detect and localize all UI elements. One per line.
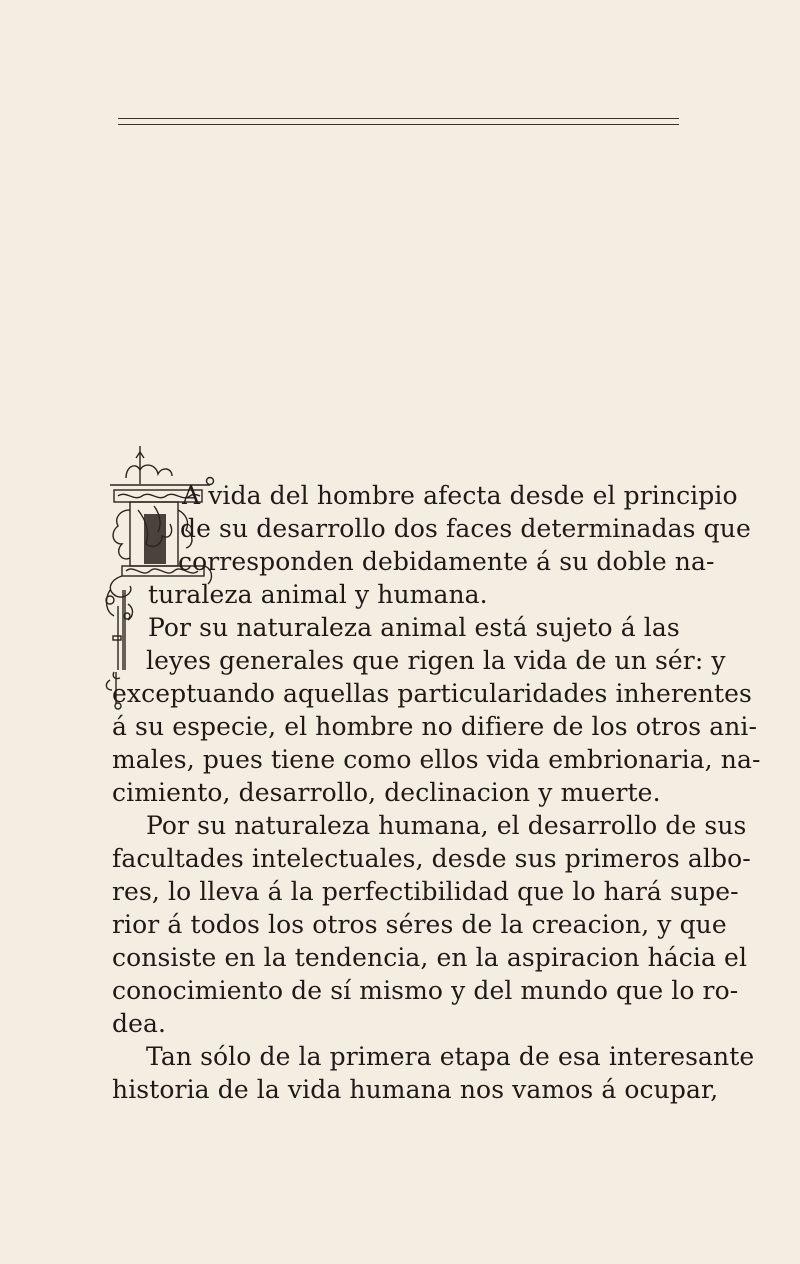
text-line: cimiento, desarrollo, declinacion y muerte.	[112, 778, 661, 807]
text-line: dea.	[112, 1009, 167, 1038]
text-line: males, pues tiene como ellos vida embrionaria, na-	[112, 745, 761, 774]
text-line: facultades intelectuales, desde sus primeros albo-	[112, 844, 751, 873]
text-line: corresponden debidamente á su doble na-	[178, 547, 715, 576]
text-line: exceptuando aquellas particularidades inherentes	[112, 679, 752, 708]
text-line: de su desarrollo dos faces determinadas que	[180, 514, 751, 543]
text-line: leyes generales que rigen la vida de un sér: y	[146, 646, 726, 675]
text-line: Por su naturaleza humana, el desarrollo de sus	[146, 811, 747, 840]
text-line: Tan sólo de la primera etapa de esa interesante	[146, 1042, 755, 1071]
text-line: res, lo lleva á la perfectibilidad que lo hará supe-	[112, 877, 739, 906]
text-line: consiste en la tendencia, en la aspiracion hácia el	[112, 943, 748, 972]
text-line: á su especie, el hombre no difiere de los otros ani-	[112, 712, 758, 741]
header-rule-top	[118, 118, 679, 119]
header-rule-bottom	[118, 124, 679, 125]
text-line: conocimiento de sí mismo y del mundo que lo ro-	[112, 976, 739, 1005]
text-line: Por su naturaleza animal está sujeto á las	[148, 613, 680, 642]
text-line: turaleza animal y humana.	[148, 580, 488, 609]
text-line: historia de la vida humana nos vamos á ocupar,	[112, 1075, 719, 1104]
text-line: A vida del hombre afecta desde el principio	[182, 481, 738, 510]
text-line: rior á todos los otros séres de la creacion, y que	[112, 910, 727, 939]
